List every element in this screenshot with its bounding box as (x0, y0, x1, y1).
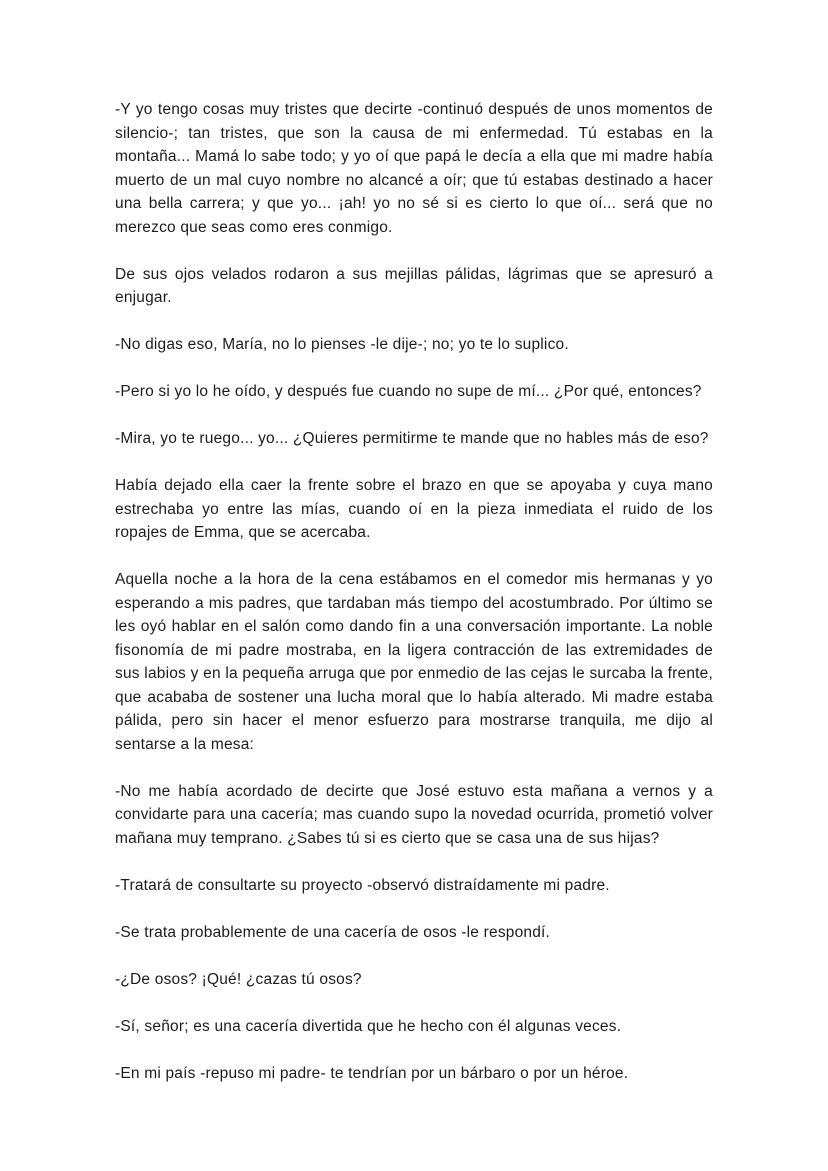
paragraph: -Y yo tengo cosas muy tristes que decirte -continuó después de unos momentos de silencio-; tan tristes, que son la causa de mi enfermedad. Tú estabas en la montaña... Mamá lo sabe todo; y yo oí que papá le decía a ella que mi madre había muerto de un mal cuyo nombre no alcancé a oír; que tú estabas destinado a hacer una bella carrera; y que yo... ¡ah! yo no sé si es cierto lo que oí... será que no merezco que seas como eres conmigo. (115, 101, 713, 236)
paragraph: -No digas eso, María, no lo pienses -le dije-; no; yo te lo suplico. (115, 336, 569, 353)
paragraph: Aquella noche a la hora de la cena estábamos en el comedor mis hermanas y yo esperando a mis padres, que tardaban más tiempo del acostumbrado. Por último se les oyó hablar en el salón como dando fin a una conversación importante. La noble fisonomía de mi padre mostraba, en la ligera contracción de las extremidades de sus labios y en la pequeña arruga que por enmedio de las cejas le surcaba la frente, que acababa de sostener una lucha moral que lo había alterado. Mi madre estaba pálida, pero sin hacer el menor esfuerzo para mostrarse tranquila, me dijo al sentarse a la mesa: (115, 571, 713, 753)
paragraph: -Pero si yo lo he oído, y después fue cuando no supe de mí... ¿Por qué, entonces? (115, 383, 702, 400)
paragraph: -No me había acordado de decirte que José estuvo esta mañana a vernos y a convidarte para una cacería; mas cuando supo la novedad ocurrida, prometió volver mañana muy temprano. ¿Sabes tú si es cierto que se casa una de sus hijas? (115, 782, 713, 847)
text-block (115, 98, 713, 1085)
paragraph: Había dejado ella caer la frente sobre el brazo en que se apoyaba y cuya mano estrechaba yo entre las mías, cuando oí en la pieza inmediata el ruido de los ropajes de Emma, que se acercaba. (115, 477, 713, 541)
paragraph: -¿De osos? ¡Qué! ¿cazas tú osos? (115, 970, 362, 988)
paragraph: -Se trata probablemente de una cacería de osos -le respondí. (115, 923, 551, 941)
paragraph: -Mira, yo te ruego... yo... ¿Quieres permitirme te mande que no hables más de eso? (115, 430, 709, 447)
paragraph: De sus ojos velados rodaron a sus mejillas pálidas, lágrimas que se apresuró a enjugar. (115, 265, 713, 306)
paragraph: -Sí, señor; es una cacería divertida que he hecho con él algunas veces. (115, 1017, 622, 1035)
paragraph: -Tratará de consultarte su proyecto -observó distraídamente mi padre. (115, 876, 610, 894)
paragraph: -En mi país -repuso mi padre- te tendrían por un bárbaro o por un héroe. (115, 1064, 629, 1082)
